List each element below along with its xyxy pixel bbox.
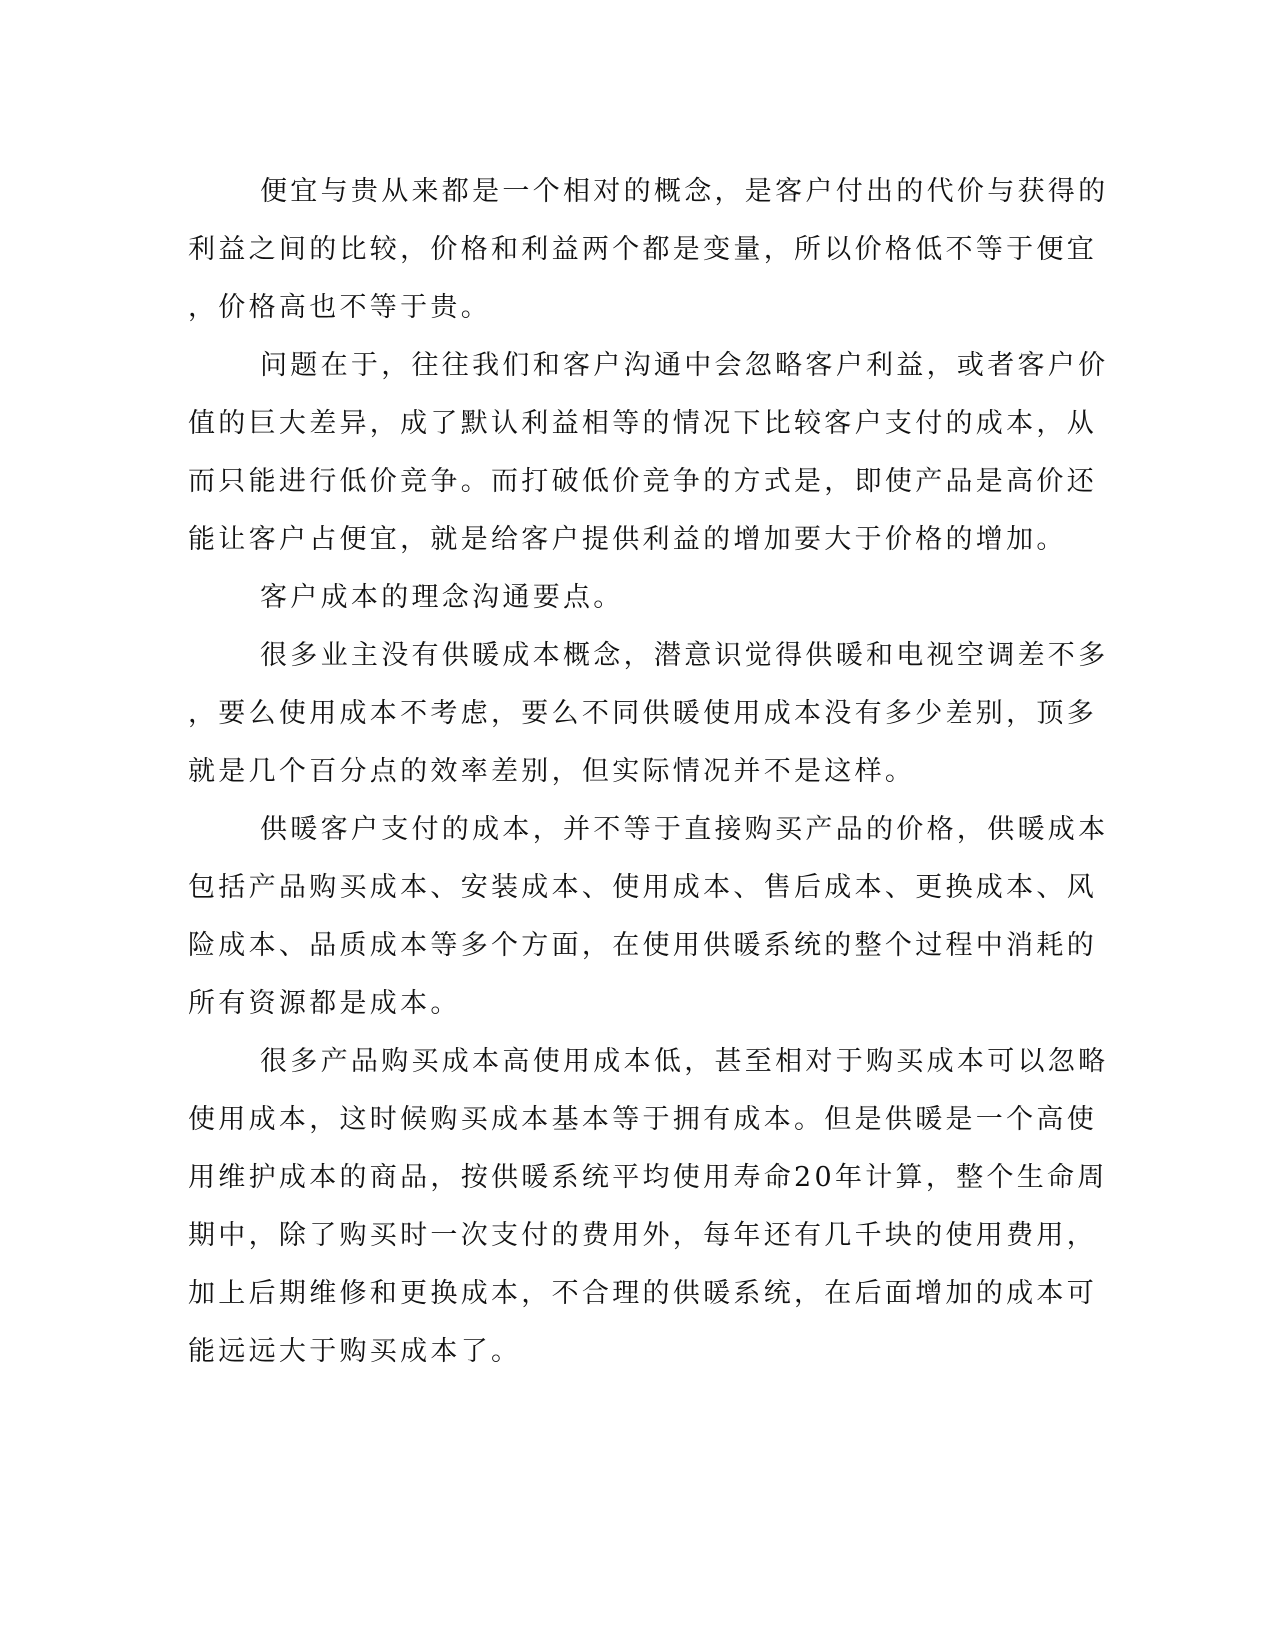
paragraph-line: ，价格高也不等于贵。 (188, 292, 491, 323)
paragraph-line: 所有资源都是成本。 (188, 988, 461, 1019)
paragraph-2 (188, 337, 1109, 569)
paragraph-line: 加上后期维修和更换成本，不合理的供暖系统，在后面增加的成本可 (188, 1278, 1097, 1309)
paragraph-line: 使用成本，这时候购买成本基本等于拥有成本。但是供暖是一个高使 (188, 1104, 1097, 1135)
paragraph-line: 期中，除了购买时一次支付的费用外，每年还有几千块的使用费用， (188, 1220, 1097, 1251)
paragraph-6 (188, 1033, 1109, 1381)
paragraph-line: 用维护成本的商品，按供暖系统平均使用寿命20年计算，整个生命周 (188, 1162, 1108, 1193)
paragraph-line: 能远远大于购买成本了。 (188, 1336, 522, 1367)
paragraph-3 (188, 569, 1088, 627)
paragraph-4 (188, 627, 1109, 801)
paragraph-line: 供暖客户支付的成本，并不等于直接购买产品的价格，供暖成本 (260, 814, 1109, 845)
paragraph-5 (188, 801, 1109, 1033)
paragraph-line: 能让客户占便宜，就是给客户提供利益的增加要大于价格的增加。 (188, 524, 1067, 555)
paragraph-line: 很多产品购买成本高使用成本低，甚至相对于购买成本可以忽略 (260, 1046, 1109, 1077)
paragraph-line: 险成本、品质成本等多个方面，在使用供暖系统的整个过程中消耗的 (188, 930, 1097, 961)
paragraph-line: 很多业主没有供暖成本概念，潜意识觉得供暖和电视空调差不多 (260, 640, 1109, 671)
paragraph-line: 就是几个百分点的效率差别，但实际情况并不是这样。 (188, 756, 916, 787)
paragraph-line: 值的巨大差异，成了默认利益相等的情况下比较客户支付的成本，从 (188, 408, 1097, 439)
paragraph-1 (188, 163, 1109, 337)
paragraph-line: 便宜与贵从来都是一个相对的概念，是客户付出的代价与获得的 (260, 176, 1109, 207)
paragraph-line: 而只能进行低价竞争。而打破低价竞争的方式是，即使产品是高价还 (188, 466, 1097, 497)
paragraph-line: 包括产品购买成本、安装成本、使用成本、售后成本、更换成本、风 (188, 872, 1097, 903)
paragraph-line: 利益之间的比较，价格和利益两个都是变量，所以价格低不等于便宜 (188, 234, 1097, 265)
document-body (188, 163, 1109, 1381)
paragraph-line: ，要么使用成本不考虑，要么不同供暖使用成本没有多少差别，顶多 (188, 698, 1097, 729)
paragraph-line: 客户成本的理念沟通要点。 (260, 582, 624, 613)
paragraph-line: 问题在于，往往我们和客户沟通中会忽略客户利益，或者客户价 (260, 350, 1109, 381)
